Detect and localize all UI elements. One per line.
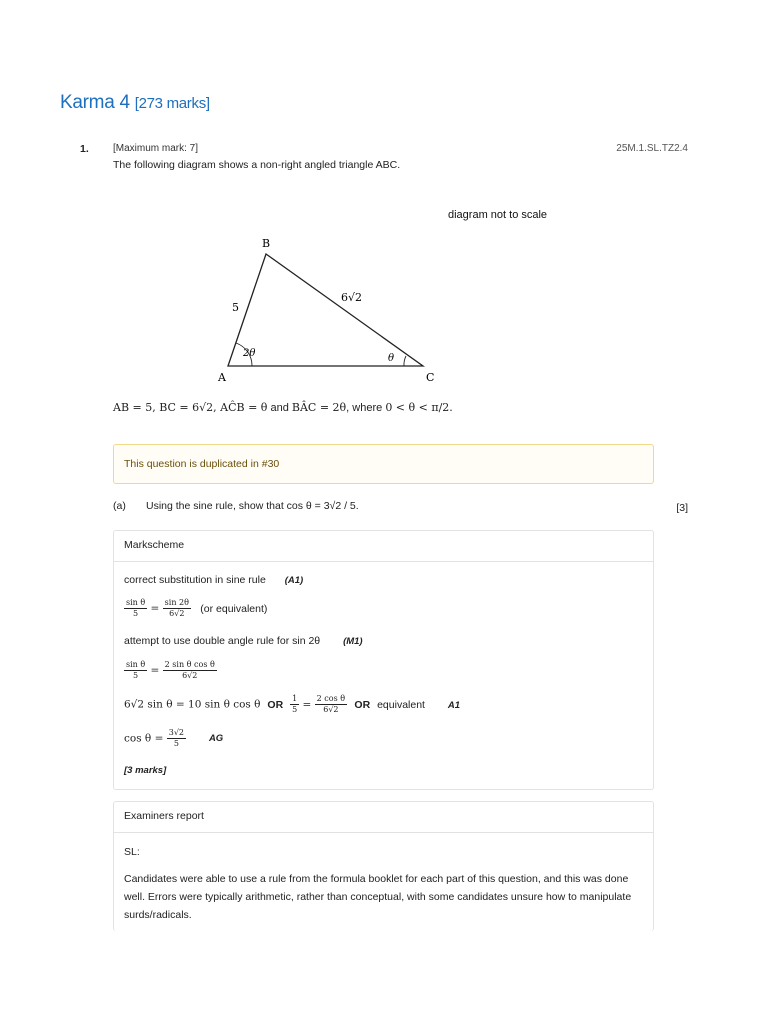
title-text: Karma 4 [60,92,130,113]
ms-line-6: 6√2 sin θ = 10 sin θ cos θ OR $\frac{1}{5}$ = $\frac{\text{2 cos θ}}{6√2}$ OR equivalent A1 [124,694,461,714]
ms-equivalent: equivalent [377,698,425,711]
vertex-c-label: C [426,371,435,384]
markscheme-header[interactable] [114,531,653,562]
vertex-b-label: B [262,237,271,250]
angle-c-arc [404,356,406,366]
side-ab-label: 5 [232,301,239,314]
ms-line-6-code: A1 [447,699,461,711]
ms-line-6-eq: 6√2 sin θ = 10 sin θ cos θ [124,698,261,711]
ms-line-3-suffix: (or equivalent) [200,602,268,615]
ms-total-text: [3 marks] [124,765,167,776]
examiners-report-heading: Examiners report [124,810,204,822]
side-bc-label: 6√2 [341,291,363,304]
examiners-report-header[interactable] [114,802,653,833]
ms-line-4-code: (M1) [343,636,363,647]
ms-line-1-code: (A1) [284,575,304,586]
triangle-shape [228,254,423,366]
ms-line-7: cos θ = $\frac{3√2}{5}$ AG [124,728,224,748]
markscheme-panel [113,530,654,790]
ms-line-4-text: attempt to use double angle rule for sin 2θ [124,635,321,647]
given-and: and [267,402,292,414]
report-level: SL: [124,846,140,858]
part-a-marks: [3] [676,502,688,514]
question-code: 25M.1.SL.TZ2.4 [616,143,688,154]
question-intro: The following diagram shows a non-right angled triangle ABC. [113,159,401,171]
ms-or-1: OR [267,698,284,711]
given-part1: AB = 5, BC = 6√2, AĈB = θ [113,401,268,414]
angle-a-label: 2θ [243,348,256,359]
diagram-note: diagram not to scale [448,209,548,221]
ms-total [124,764,166,776]
ms-line-5: $\frac{\text{sin θ}}{5}$ = $\frac{\text{2 sin θ cos θ}}{6√2}$ [126,660,215,680]
total-marks: [273 marks] [134,95,210,112]
given-part3: 0 < θ < π/2. [385,401,453,414]
ms-line-3: $\frac{\text{sin θ}}{5}$ = $\frac{\sin 2\theta}{6√2}$ (or equivalent) [126,598,268,618]
triangle-diagram [210,200,570,390]
question-number: 1. [80,143,89,155]
given-conditions [113,401,453,414]
ms-line-1-text: correct substitution in sine rule [124,574,266,586]
ms-or-2: OR [354,698,371,711]
page-title [60,92,210,114]
max-mark: [Maximum mark: 7] [113,143,199,154]
ms-line-4 [124,635,363,647]
report-text: Candidates were able to use a rule from the formula booklet for each part of this question, and this was done well. Errors were typically arithmetic, rather than conceptual, with some candidates unsure how to manipulate surds/radicals. [124,873,632,921]
duplicate-notice-text: This question is duplicated in #30 [124,458,280,470]
vertex-a-label: A [218,371,226,384]
ms-line-7-code: AG [208,733,224,745]
ms-line-1 [124,574,303,586]
markscheme-heading: Markscheme [124,539,185,551]
duplicate-notice [113,444,654,484]
part-a-label: (a) [113,500,126,512]
given-part2: BÂC = 2θ [291,401,347,414]
given-where: , where [346,402,386,414]
part-a-question: Using the sine rule, show that cos θ = 3√2 / 5. [146,500,359,512]
examiners-report-panel [113,801,654,931]
angle-c-label: θ [388,353,395,364]
